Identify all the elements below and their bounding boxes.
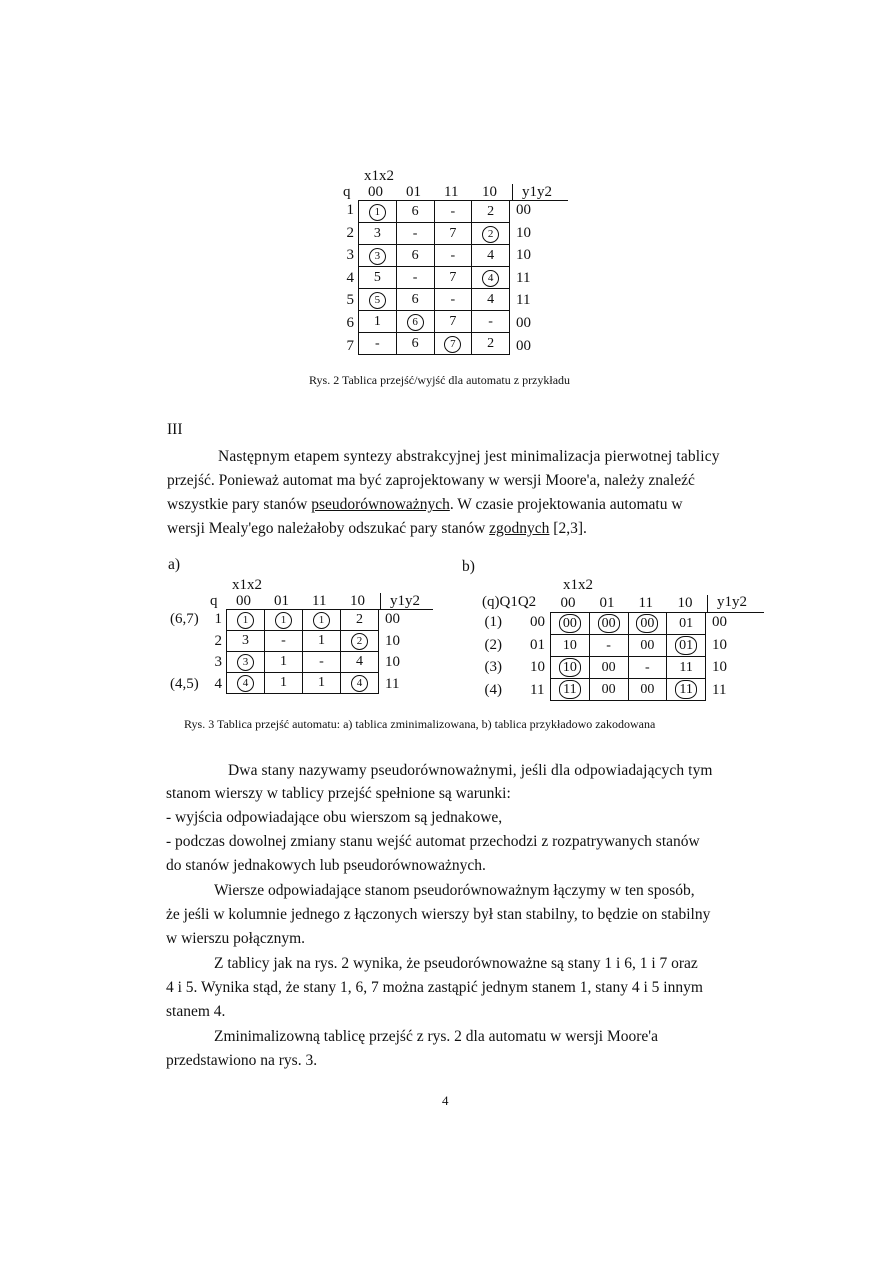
stable-state-circle: 1 — [237, 612, 254, 629]
table-cell: 00 — [589, 679, 628, 701]
row-label: (2) — [484, 636, 502, 653]
table-cell: 1 — [265, 673, 303, 694]
table-cell: 7 — [434, 267, 472, 289]
stable-state-circle: 1 — [313, 612, 330, 629]
table-cell — [667, 635, 706, 657]
fig3a-out-header: y1y2 — [390, 593, 420, 609]
fig3b-q-label: (q)Q1Q2 — [482, 594, 537, 610]
para1-line3-rest: . W czasie projektowania automatu w — [449, 496, 683, 513]
para2-line2: stanom wierszy w tablicy przejść spełnione są warunki: — [166, 785, 511, 802]
row-label: (3) — [484, 659, 502, 676]
fig3b-encoded-table — [550, 612, 706, 701]
table-cell — [667, 679, 706, 701]
table-cell: - — [434, 201, 472, 223]
page-number: 4 — [442, 1093, 449, 1108]
output-value: 10 — [516, 224, 531, 241]
stable-state-circle: 2 — [482, 226, 499, 243]
fig3a-minimized-table — [226, 609, 379, 694]
fig2-caption: Rys. 2 Tablica przejść/wyjść dla automatu z przykładu — [309, 373, 571, 387]
output-value: 00 — [516, 337, 531, 354]
table-cell: - — [359, 333, 397, 355]
table-cell: 00 — [589, 657, 628, 679]
stable-state-circle: 11 — [675, 680, 696, 699]
table-cell: 00 — [628, 679, 667, 701]
table-row — [359, 333, 510, 355]
stable-state-circle: 6 — [407, 314, 424, 331]
row-label: 3 — [346, 247, 354, 264]
stable-state-circle: 2 — [351, 633, 368, 650]
column-header: 00 — [560, 595, 576, 611]
para1-line3 — [167, 493, 683, 516]
output-value: 10 — [385, 654, 400, 671]
stable-state-circle: 01 — [675, 636, 697, 655]
table-cell: 7 — [434, 223, 472, 245]
row-label: 4 — [346, 269, 354, 286]
table-cell: 2 — [341, 610, 379, 631]
para4-line1: Z tablicy jak na rys. 2 wynika, że pseudorównoważne są stany 1 i 6, 1 i 7 oraz — [214, 955, 698, 972]
table-row — [227, 652, 379, 673]
para4-line3: stanem 4. — [166, 1003, 226, 1020]
column-header: 01 — [599, 595, 615, 611]
para2-line3: - wyjścia odpowiadające obu wierszom są jednakowe, — [166, 809, 503, 826]
table-cell — [227, 652, 265, 673]
stable-state-circle: 4 — [482, 270, 499, 287]
column-header: 00 — [368, 184, 383, 200]
stable-state-circle: 4 — [351, 675, 368, 692]
table-cell: 4 — [472, 289, 510, 311]
term-zgodne: zgodnych — [489, 520, 550, 537]
column-header: 11 — [312, 593, 327, 609]
output-value: 00 — [385, 611, 400, 627]
para1-line2: przejść. Ponieważ automat ma być zaprojektowany w wersji Moore'a, należy znaleźć — [167, 472, 695, 489]
table-row — [359, 289, 510, 311]
table-row — [359, 267, 510, 289]
state-code: 00 — [530, 614, 545, 630]
output-value: 11 — [385, 675, 400, 692]
para1-line1: Następnym etapem syntezy abstrakcyjnej jest minimalizacja pierwotnej tablicy — [218, 448, 720, 465]
table-cell: 1 — [359, 311, 397, 333]
stable-state-circle: 3 — [237, 654, 254, 671]
row-label: 3 — [214, 654, 222, 671]
fig2-out-header-bar — [512, 184, 513, 200]
fig3a-top-var: x1x2 — [232, 577, 262, 593]
para2-line4: - podczas dowolnej zmiany stanu wejść automat przechodzi z rozpatrywanych stanów — [166, 833, 700, 850]
output-value: 00 — [712, 614, 727, 630]
table-cell: - — [589, 635, 628, 657]
state-code: 10 — [530, 659, 545, 676]
table-row — [359, 223, 510, 245]
table-cell: 00 — [628, 635, 667, 657]
table-row — [551, 657, 706, 679]
fig3b-top-var: x1x2 — [563, 577, 593, 593]
term-pseudorownowazne: pseudorównoważnych — [311, 496, 450, 513]
table-cell: 1 — [303, 673, 341, 694]
table-cell: 6 — [396, 289, 434, 311]
state-code: 01 — [530, 636, 545, 653]
para5-line2: przedstawiono na rys. 3. — [166, 1052, 318, 1069]
table-cell: 4 — [472, 245, 510, 267]
row-label: 7 — [346, 337, 354, 354]
stable-state-circle: 1 — [275, 612, 292, 629]
column-header: 11 — [444, 184, 459, 200]
para4-line2: 4 i 5. Wynika stąd, że stany 1, 6, 7 można zastąpić jednym stanem 1, stany 4 i 5 innym — [166, 979, 703, 996]
table-row — [359, 201, 510, 223]
table-cell: 1 — [303, 631, 341, 652]
table-cell — [227, 673, 265, 694]
table-row — [359, 245, 510, 267]
para3-line3: w wierszu połącznym. — [166, 930, 306, 947]
table-cell: 3 — [227, 631, 265, 652]
output-value: 10 — [385, 632, 400, 649]
table-cell: - — [434, 245, 472, 267]
table-cell: - — [265, 631, 303, 652]
output-value: 10 — [516, 247, 531, 264]
table-cell — [396, 311, 434, 333]
table-cell — [341, 631, 379, 652]
fig2-out-header-line — [510, 200, 568, 201]
table-cell: - — [396, 267, 434, 289]
table-cell: 10 — [551, 635, 590, 657]
row-label: 5 — [346, 292, 354, 309]
row-label: 2 — [214, 632, 222, 649]
table-cell — [359, 245, 397, 267]
table-cell: 5 — [359, 267, 397, 289]
stable-state-circle: 7 — [444, 336, 461, 353]
stable-state-circle: 1 — [369, 204, 386, 221]
fig3b-out-header-bar — [707, 595, 708, 612]
table-row — [551, 635, 706, 657]
table-cell — [341, 673, 379, 694]
table-cell: 4 — [341, 652, 379, 673]
table-cell — [551, 679, 590, 701]
output-value: 11 — [712, 681, 727, 698]
table-row — [227, 631, 379, 652]
row-label: 1 — [346, 202, 354, 218]
stable-state-circle: 4 — [237, 675, 254, 692]
table-cell: 7 — [434, 311, 472, 333]
table-cell — [551, 657, 590, 679]
table-cell: 11 — [667, 657, 706, 679]
table-cell: 2 — [472, 201, 510, 223]
table-cell: 1 — [265, 652, 303, 673]
output-value: 10 — [712, 659, 727, 676]
output-value: 00 — [516, 202, 531, 218]
table-row — [359, 311, 510, 333]
table-cell — [434, 333, 472, 355]
para1-line4-text: wersji Mealy'ego należałoby odszukać pary stanów — [167, 520, 490, 537]
fig3a-q-label: q — [210, 593, 218, 609]
para1-line3-text: wszystkie pary stanów — [167, 496, 312, 513]
state-code: 11 — [530, 681, 545, 698]
fig2-top-var: x1x2 — [364, 168, 394, 184]
merged-states-label: (4,5) — [170, 675, 199, 692]
row-label: (1) — [484, 614, 502, 630]
fig3b-out-header-line — [706, 612, 764, 613]
para1-line4 — [167, 517, 587, 540]
row-label: 2 — [346, 224, 354, 241]
table-cell — [303, 610, 341, 631]
para3-line1: Wiersze odpowiadające stanom pseudorównoważnym łączymy w ten sposób, — [214, 882, 695, 899]
column-header: 10 — [482, 184, 497, 200]
table-cell: 6 — [396, 333, 434, 355]
table-cell: - — [396, 223, 434, 245]
column-header: 01 — [274, 593, 289, 609]
table-cell: 6 — [396, 245, 434, 267]
fig3b-out-header: y1y2 — [717, 594, 747, 610]
row-label: 1 — [214, 611, 222, 627]
table-cell — [551, 613, 590, 635]
table-cell: - — [434, 289, 472, 311]
row-label: (4) — [484, 681, 502, 698]
table-cell — [265, 610, 303, 631]
column-header: 10 — [677, 595, 693, 611]
column-header: 00 — [236, 593, 251, 609]
output-value: 11 — [516, 269, 531, 286]
stable-state-circle: 3 — [369, 248, 386, 265]
merged-states-label: (6,7) — [170, 611, 199, 627]
column-header: 01 — [406, 184, 421, 200]
stable-state-circle: 10 — [559, 658, 581, 677]
row-label: 6 — [346, 315, 354, 331]
para1-line4-rest: [2,3]. — [549, 520, 587, 537]
fig3-caption: Rys. 3 Tablica przejść automatu: a) tablica zminimalizowana, b) tablica przykładowo zakodowana — [184, 717, 656, 731]
stable-state-circle: 00 — [598, 614, 620, 633]
stable-state-circle: 11 — [559, 680, 580, 699]
stable-state-circle: 00 — [559, 614, 581, 633]
output-value: 00 — [516, 315, 531, 331]
table-cell: - — [628, 657, 667, 679]
table-cell: - — [472, 311, 510, 333]
para2-line1: Dwa stany nazywamy pseudorównoważnymi, jeśli dla odpowiadających tym — [228, 762, 713, 779]
stable-state-circle: 5 — [369, 292, 386, 309]
table-row — [551, 613, 706, 635]
output-value: 10 — [712, 636, 727, 653]
fig3a-label: a) — [168, 556, 181, 573]
table-row — [227, 673, 379, 694]
para2-line5: do stanów jednakowych lub pseudorównoważnych. — [166, 857, 486, 874]
table-cell — [472, 267, 510, 289]
table-cell: 2 — [472, 333, 510, 355]
table-cell: 3 — [359, 223, 397, 245]
table-cell — [472, 223, 510, 245]
table-cell: - — [303, 652, 341, 673]
output-value: 11 — [516, 292, 531, 309]
stable-state-circle: 00 — [636, 614, 658, 633]
row-label: 4 — [214, 675, 222, 692]
table-cell: 6 — [396, 201, 434, 223]
table-cell — [628, 613, 667, 635]
para5-line1: Zminimalizowną tablicę przejść z rys. 2 dla automatu w wersji Moore'a — [214, 1028, 658, 1045]
table-cell: 01 — [667, 613, 706, 635]
table-cell — [359, 201, 397, 223]
table-row — [551, 679, 706, 701]
table-cell — [589, 613, 628, 635]
fig2-q-label: q — [343, 184, 351, 200]
table-cell — [227, 610, 265, 631]
fig3b-label: b) — [462, 558, 475, 575]
section-label: III — [167, 421, 183, 438]
fig2-out-header: y1y2 — [522, 184, 552, 200]
fig3a-out-header-bar — [380, 593, 381, 609]
table-row — [227, 610, 379, 631]
para3-line2: że jeśli w kolumnie jednego z łączonych wierszy był stan stabilny, to będzie on stabilny — [166, 906, 711, 923]
fig3a-out-header-line — [379, 609, 433, 610]
column-header: 10 — [350, 593, 365, 609]
fig2-transition-table — [358, 200, 510, 355]
table-cell — [359, 289, 397, 311]
column-header: 11 — [638, 595, 653, 611]
